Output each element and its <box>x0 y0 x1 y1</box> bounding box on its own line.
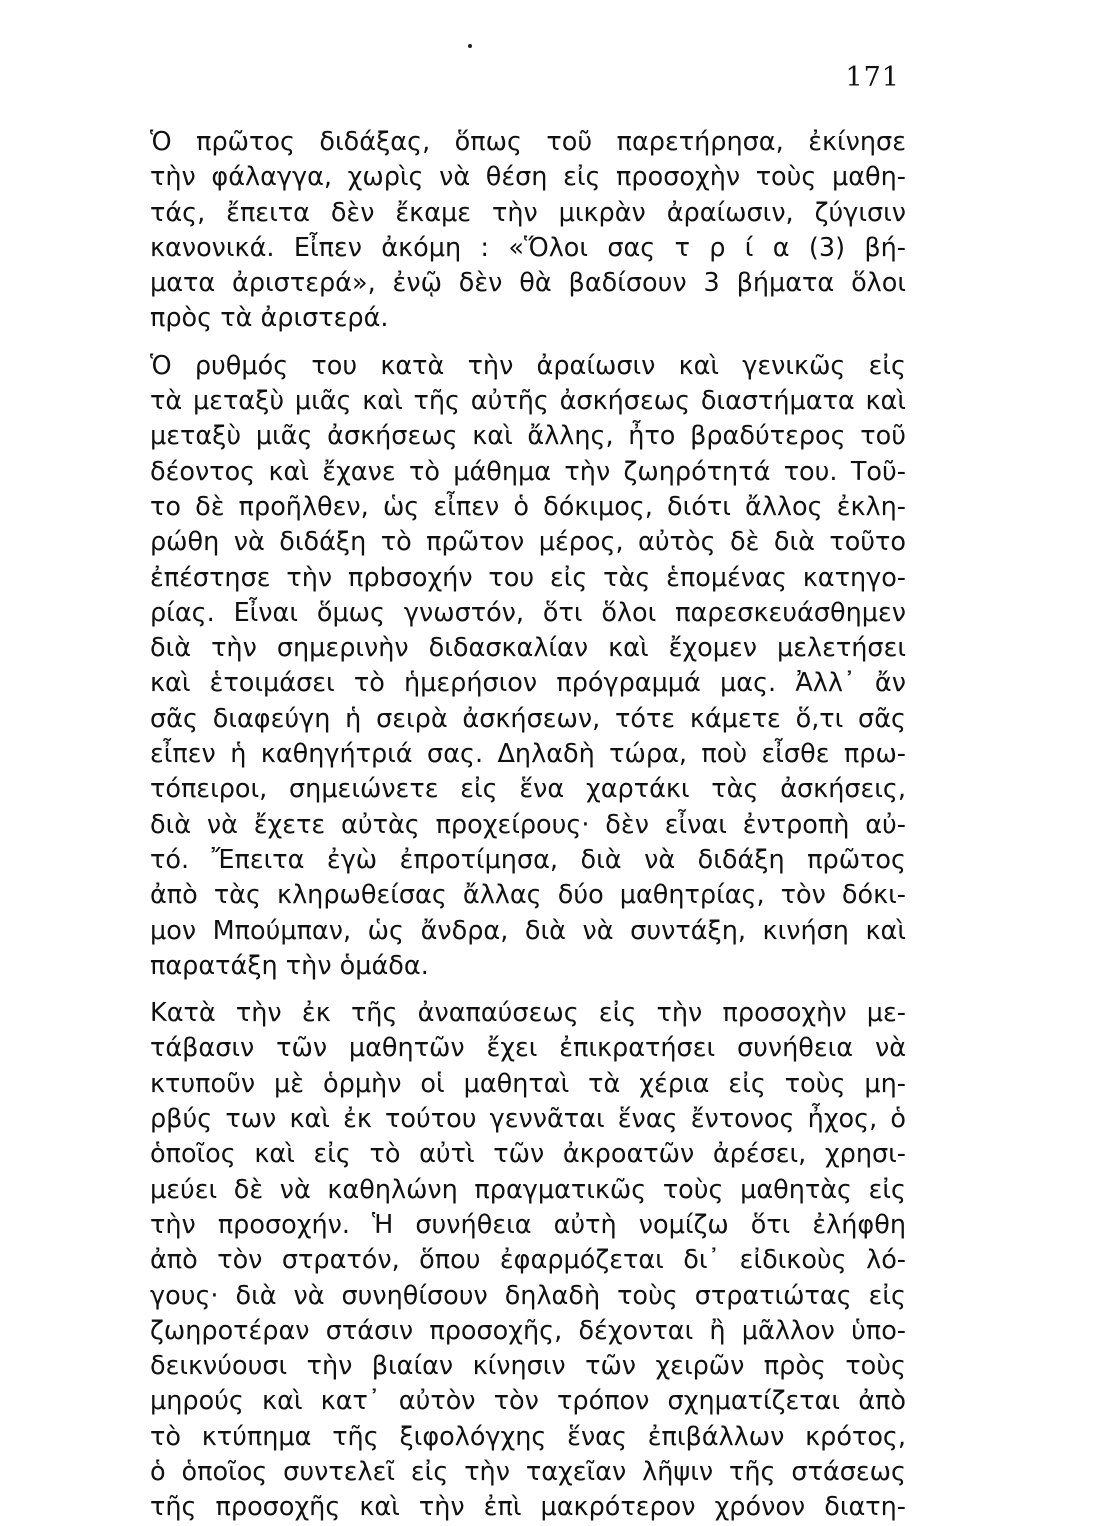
text-line: διὰ τὴν σημερινὴν διδασκαλίαν καὶ ἔχομεν μελετήσει <box>150 633 906 664</box>
text-line: ματα ἀριστερά», ἐνῷ δὲν θὰ βαδίσουν 3 βήματα ὅλοι <box>150 268 906 299</box>
paragraph-1 <box>150 125 906 337</box>
text-line: ἀπὸ τὸν στρατόν, ὅπου ἐφαρμόζεται δι᾽ εἰδικοὺς λό- <box>150 1245 906 1276</box>
paragraph-3 <box>150 996 906 1525</box>
text-line: το δὲ προῆλθεν, ὡς εἶπεν ὁ δόκιμος, διότι ἄλλος ἐκλη- <box>150 491 906 522</box>
text-line: κανονικά. Εἶπεν ἀκόμη : «Ὅλοι σας τ ρ ί α (3) βή- <box>150 232 906 263</box>
text-line: τόπειροι, σημειώνετε εἰς ἕνα χαρτάκι τὰς ἀσκήσεις, <box>150 774 906 805</box>
text-line: τάβασιν τῶν μαθητῶν ἔχει ἐπικρατήσει συνήθεια νὰ <box>150 1033 906 1064</box>
text-line: ἀπὸ τὰς κληρωθείσας ἄλλας δύο μαθητρίας, τὸν δόκι- <box>150 880 906 911</box>
text-line: τό. Ἔπειτα ἐγὼ ἐπροτίμησα, διὰ νὰ διδάξη πρῶτος <box>150 844 906 875</box>
text-line: μεύει δὲ νὰ καθηλώνη πραγματικῶς τοὺς μαθητὰς εἰς <box>150 1174 906 1205</box>
text-line: Κατὰ τὴν ἐκ τῆς ἀναπαύσεως εἰς τὴν προσοχὴν με- <box>150 998 906 1029</box>
page-number: 171 <box>845 62 900 93</box>
text-line: πρὸς τὰ ἀριστερά. <box>150 303 389 334</box>
text-line: καὶ ἑτοιμάσει τὸ ἡμερήσιον πρόγραμμά μας. Ἀλλ᾽ ἄν <box>150 668 906 699</box>
text-line: Ὁ πρῶτος διδάξας, ὅπως τοῦ παρετήρησα, ἐκίνησε <box>150 127 906 157</box>
text-line: τὴν προσοχήν. Ἡ συνήθεια αὐτὴ νομίζω ὅτι ἐλήφθη <box>150 1209 906 1240</box>
text-line: ἐπέστησε τὴν πρbσοχήν του εἰς τὰς ἑπομένας κατηγο- <box>150 562 906 593</box>
text-line: ρώθη νὰ διδάξη τὸ πρῶτον μέρος, αὐτὸς δὲ διὰ τοῦτο <box>150 527 906 558</box>
text-line: ζωηροτέραν στάσιν προσοχῆς, δέχονται ἢ μᾶλλον ὑπο- <box>150 1315 906 1346</box>
paragraph-2 <box>150 349 906 984</box>
text-line: ρβύς των καὶ ἐκ τούτου γεννᾶται ἕνας ἔντονος ἦχος, ὁ <box>150 1104 906 1135</box>
text-line: μηρούς καὶ κατ᾽ αὐτὸν τὸν τρόπον σχηματίζεται ἀπὸ <box>150 1386 906 1417</box>
text-line: διὰ νὰ ἔχετε αὐτὰς προχείρους· δὲν εἶναι ἐντροπὴ αὐ- <box>150 809 906 840</box>
text-line: γους· διὰ νὰ συνηθίσουν δηλαδὴ τοὺς στρατιώτας εἰς <box>150 1280 906 1311</box>
text-line: τὸ κτύπημα τῆς ξιφολόγχης ἕνας ἐπιβάλλων κρότος, <box>150 1421 906 1452</box>
text-line: τὴν φάλαγγα, χωρὶς νὰ θέση εἰς προσοχὴν τοὺς μαθη- <box>150 162 906 193</box>
text-line: παρατάξη τὴν ὁμάδα. <box>150 950 429 981</box>
text-line: μεταξὺ μιᾶς ἀσκήσεως καὶ ἄλλης, ἦτο βραδύτερος τοῦ <box>150 421 906 452</box>
body-text <box>150 125 906 1526</box>
text-line: σᾶς διαφεύγη ἡ σειρὰ ἀσκήσεων, τότε κάμετε ὅ,τι σᾶς <box>150 703 906 734</box>
print-speck <box>468 44 472 48</box>
text-line: ὁποῖος καὶ εἰς τὸ αὐτὶ τῶν ἀκροατῶν ἀρέσει, χρησι- <box>150 1139 906 1170</box>
text-line: τάς, ἔπειτα δὲν ἔκαμε τὴν μικρὰν ἀραίωσιν, ζύγισιν <box>150 197 906 228</box>
text-line: δέοντος καὶ ἔχανε τὸ μάθημα τὴν ζωηρότητά του. Τοῦ- <box>150 456 906 487</box>
text-line: δεικνύουσι τὴν βιαίαν κίνησιν τῶν χειρῶν πρὸς τοὺς <box>150 1351 906 1382</box>
text-line: εἶπεν ἡ καθηγήτριά σας. Δηλαδὴ τώρα, ποὺ εἶσθε πρω- <box>150 739 906 770</box>
text-line: ρίας. Εἶναι ὅμως γνωστόν, ὅτι ὅλοι παρεσκευάσθημεν <box>150 597 906 628</box>
text-line: κτυποῦν μὲ ὁρμὴν οἱ μαθηταὶ τὰ χέρια εἰς τοὺς μη- <box>150 1068 906 1099</box>
text-line: Ὁ ρυθμός του κατὰ τὴν ἀραίωσιν καὶ γενικῶς εἰς <box>150 350 906 381</box>
text-line: μον Μπούμπαν, ὡς ἄνδρα, διὰ νὰ συντάξη, κινήση καὶ <box>150 915 906 946</box>
text-line: τὰ μεταξὺ μιᾶς καὶ τῆς αὐτῆς ἀσκήσεως διαστήματα καὶ <box>150 386 906 417</box>
text-line: ὁ ὁποῖος συντελεῖ εἰς τὴν ταχεῖαν λῆψιν τῆς στάσεως <box>150 1456 906 1487</box>
text-line: τῆς προσοχῆς καὶ τὴν ἐπὶ μακρότερον χρόνον διατη- <box>150 1492 906 1523</box>
